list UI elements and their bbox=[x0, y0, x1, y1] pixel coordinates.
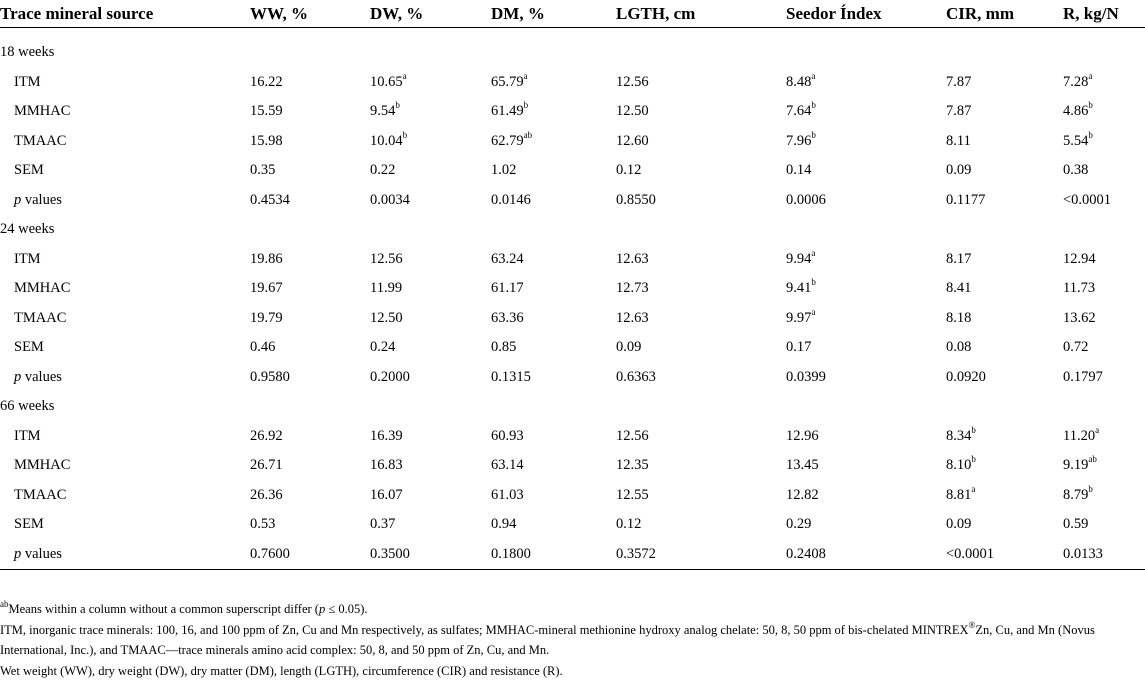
table-body bbox=[0, 28, 1145, 570]
row-label: SEM bbox=[14, 339, 44, 355]
cell-value: <0.0001 bbox=[1063, 191, 1112, 208]
cell-value: 8.41 bbox=[946, 280, 972, 296]
table-cell bbox=[1063, 540, 1145, 570]
cell-value: 61.03 bbox=[491, 486, 524, 503]
table-cell bbox=[946, 422, 1063, 452]
table-cell bbox=[1063, 127, 1145, 157]
table-cell bbox=[946, 97, 1063, 127]
row-label: ITM bbox=[14, 73, 41, 90]
cell-value: 15.98 bbox=[250, 132, 283, 149]
table-row bbox=[0, 127, 1145, 157]
table-cell bbox=[786, 451, 946, 481]
table-row bbox=[0, 304, 1145, 334]
table-cell bbox=[370, 127, 491, 157]
table-cell bbox=[370, 333, 491, 363]
cell-value: 12.56 bbox=[616, 73, 649, 90]
table-cell bbox=[370, 245, 491, 275]
significance-superscript: b bbox=[971, 454, 976, 465]
cell-value: 26.71 bbox=[250, 457, 283, 473]
cell-value: 12.82 bbox=[786, 486, 819, 503]
cell-value: 0.17 bbox=[786, 339, 812, 355]
table-cell bbox=[370, 510, 491, 540]
table-cell bbox=[1063, 422, 1145, 452]
footnote-text: ITM, inorganic trace minerals: 100, 16, and 100 ppm of Zn, Cu and Mn respectively, as sulfates; MMHAC-mineral methionine hydroxy analog chelate: 50, 8, 50 ppm of bis-chelated bbox=[0, 623, 909, 637]
significance-superscript: b bbox=[1088, 100, 1093, 111]
cell-value: 9.54 bbox=[370, 103, 396, 119]
cell-value: 0.6363 bbox=[616, 368, 656, 385]
table-cell bbox=[1063, 304, 1145, 334]
table-cell bbox=[946, 68, 1063, 98]
cell-value: 16.07 bbox=[370, 486, 403, 503]
cell-value: 0.09 bbox=[946, 516, 972, 532]
cell-value: 1.02 bbox=[491, 162, 517, 178]
cell-value: 16.39 bbox=[370, 427, 403, 444]
row-label: MMHAC bbox=[14, 280, 71, 296]
cell-value: 0.29 bbox=[786, 516, 812, 532]
table-cell bbox=[491, 481, 616, 511]
significance-superscript: a bbox=[1095, 424, 1100, 435]
table-cell bbox=[946, 156, 1063, 186]
significance-superscript: b bbox=[395, 100, 400, 111]
table-cell bbox=[946, 363, 1063, 393]
table-cell bbox=[250, 186, 370, 216]
table-cell bbox=[786, 304, 946, 334]
cell-value: 8.48 bbox=[786, 73, 812, 90]
significance-superscript: ab bbox=[523, 129, 533, 140]
significance-superscript: a bbox=[811, 247, 816, 258]
footnote-text: Means within a column without a common superscript differ ( bbox=[8, 602, 319, 616]
cell-value: 0.4534 bbox=[250, 191, 290, 208]
row-label-text: values bbox=[21, 368, 62, 385]
cell-value: 15.59 bbox=[250, 103, 283, 119]
cell-value: 7.64 bbox=[786, 103, 812, 119]
footnotes bbox=[0, 598, 1145, 682]
table-row bbox=[0, 156, 1145, 186]
cell-value: 13.45 bbox=[786, 457, 819, 473]
table-cell bbox=[786, 510, 946, 540]
table-cell bbox=[370, 363, 491, 393]
significance-superscript: b bbox=[811, 129, 816, 140]
cell-value: 12.56 bbox=[616, 427, 649, 444]
cell-value: 0.2000 bbox=[370, 368, 410, 385]
cell-value: 8.79 bbox=[1063, 486, 1089, 503]
table-cell bbox=[616, 127, 786, 157]
significance-superscript: b bbox=[402, 129, 408, 140]
table-cell bbox=[1063, 245, 1145, 275]
cell-value: 0.08 bbox=[946, 339, 972, 355]
cell-value: 0.0146 bbox=[491, 191, 531, 208]
cell-value: 0.8550 bbox=[616, 191, 656, 208]
table-cell bbox=[250, 540, 370, 570]
table-row bbox=[0, 481, 1145, 511]
row-label: TMAAC bbox=[14, 486, 67, 503]
cell-value: 11.99 bbox=[370, 280, 403, 296]
table-cell bbox=[250, 304, 370, 334]
cell-value: 0.53 bbox=[250, 516, 276, 532]
row-label: ITM bbox=[14, 427, 41, 444]
table-cell bbox=[786, 68, 946, 98]
table-cell bbox=[250, 333, 370, 363]
table-cell bbox=[370, 540, 491, 570]
significance-superscript: a bbox=[1088, 70, 1093, 81]
table-cell bbox=[250, 481, 370, 511]
cell-value: 63.14 bbox=[491, 457, 524, 473]
cell-value: 61.49 bbox=[491, 103, 524, 119]
table-cell bbox=[946, 540, 1063, 570]
group-header-row bbox=[0, 38, 1145, 68]
table-cell bbox=[786, 274, 946, 304]
cell-value: 0.94 bbox=[491, 516, 517, 532]
cell-value: 26.92 bbox=[250, 427, 283, 444]
table-cell bbox=[491, 363, 616, 393]
table-row bbox=[0, 68, 1145, 98]
table-row bbox=[0, 451, 1145, 481]
row-label: SEM bbox=[14, 516, 44, 532]
table-cell bbox=[370, 422, 491, 452]
group-header-row bbox=[0, 215, 1145, 245]
cell-value: 63.24 bbox=[491, 250, 524, 267]
spacer-row bbox=[0, 28, 1145, 39]
cell-value: 12.96 bbox=[786, 427, 819, 444]
cell-value: 12.50 bbox=[616, 103, 649, 119]
table-row bbox=[0, 363, 1145, 393]
cell-value: 8.11 bbox=[946, 132, 971, 149]
cell-value: 0.22 bbox=[370, 162, 396, 178]
cell-value: 12.55 bbox=[616, 486, 649, 503]
cell-value: 5.54 bbox=[1063, 132, 1089, 149]
significance-superscript: a bbox=[811, 70, 816, 81]
table-cell bbox=[250, 510, 370, 540]
table-cell bbox=[946, 304, 1063, 334]
table-cell bbox=[491, 451, 616, 481]
cell-value: 12.56 bbox=[370, 250, 403, 267]
cell-value: 0.7600 bbox=[250, 545, 290, 562]
registered-trademark-symbol: ® bbox=[968, 619, 976, 630]
header-seedor-index: Seedor Índex bbox=[786, 4, 882, 23]
cell-value: 0.46 bbox=[250, 339, 276, 355]
cell-value: 60.93 bbox=[491, 427, 524, 444]
footnote-text: MINTREX bbox=[911, 623, 969, 637]
table-cell bbox=[370, 481, 491, 511]
p-symbol: p bbox=[14, 368, 22, 385]
table-cell bbox=[491, 510, 616, 540]
cell-value: 19.79 bbox=[250, 309, 283, 326]
table-cell bbox=[946, 481, 1063, 511]
cell-value: 9.19 bbox=[1063, 457, 1089, 473]
table-cell bbox=[370, 304, 491, 334]
table-cell bbox=[786, 127, 946, 157]
table-cell bbox=[786, 186, 946, 216]
p-symbol: p bbox=[14, 545, 22, 562]
cell-value: 19.67 bbox=[250, 280, 283, 296]
cell-value: 0.14 bbox=[786, 162, 812, 178]
table-cell bbox=[786, 481, 946, 511]
table-cell bbox=[786, 540, 946, 570]
header-ww: WW, % bbox=[250, 4, 308, 23]
significance-superscript: b bbox=[523, 100, 529, 111]
significance-superscript: b bbox=[971, 424, 976, 435]
cell-value: 0.09 bbox=[946, 162, 972, 178]
table-cell bbox=[946, 451, 1063, 481]
table-cell bbox=[1063, 274, 1145, 304]
table-cell bbox=[946, 333, 1063, 363]
cell-value: 0.59 bbox=[1063, 516, 1089, 532]
cell-value: 26.36 bbox=[250, 486, 283, 503]
table-cell bbox=[491, 97, 616, 127]
footnote-significance bbox=[0, 598, 1145, 620]
table-cell bbox=[250, 451, 370, 481]
cell-value: 0.12 bbox=[616, 162, 642, 178]
table-cell bbox=[616, 422, 786, 452]
table-cell bbox=[1063, 186, 1145, 216]
cell-value: 0.3500 bbox=[370, 545, 410, 562]
cell-value: <0.0001 bbox=[946, 545, 995, 562]
table-cell bbox=[1063, 363, 1145, 393]
cell-value: 7.96 bbox=[786, 132, 812, 149]
table-cell bbox=[491, 304, 616, 334]
spacer-cell bbox=[0, 28, 1145, 39]
table-cell bbox=[616, 451, 786, 481]
header-r: R, kg/N bbox=[1063, 4, 1119, 23]
table-cell bbox=[786, 333, 946, 363]
table-cell bbox=[946, 510, 1063, 540]
table-cell bbox=[616, 363, 786, 393]
table-cell bbox=[616, 481, 786, 511]
cell-value: 0.24 bbox=[370, 339, 396, 355]
cell-value: 0.1797 bbox=[1063, 368, 1103, 385]
footnote-superscript: ab bbox=[0, 598, 9, 609]
table-cell bbox=[491, 186, 616, 216]
cell-value: 0.9580 bbox=[250, 368, 290, 385]
table-cell bbox=[786, 422, 946, 452]
cell-value: 12.63 bbox=[616, 309, 649, 326]
cell-value: 11.20 bbox=[1063, 427, 1096, 444]
cell-value: 4.86 bbox=[1063, 103, 1089, 119]
cell-value: 16.83 bbox=[370, 457, 403, 473]
table-cell bbox=[616, 245, 786, 275]
table-cell bbox=[786, 97, 946, 127]
table-cell bbox=[370, 68, 491, 98]
table-cell bbox=[370, 274, 491, 304]
row-label: TMAAC bbox=[14, 309, 67, 326]
cell-value: 8.81 bbox=[946, 486, 972, 503]
table-cell bbox=[250, 156, 370, 186]
cell-value: 7.87 bbox=[946, 103, 972, 119]
table-cell bbox=[616, 510, 786, 540]
cell-value: 12.73 bbox=[616, 280, 649, 296]
cell-value: 0.85 bbox=[491, 339, 517, 355]
table-cell bbox=[616, 97, 786, 127]
cell-value: 13.62 bbox=[1063, 309, 1096, 326]
row-label bbox=[0, 540, 250, 570]
cell-value: 16.22 bbox=[250, 73, 283, 90]
cell-value: 12.94 bbox=[1063, 250, 1096, 267]
significance-superscript: a bbox=[523, 70, 528, 81]
table-cell bbox=[1063, 97, 1145, 127]
row-label: SEM bbox=[14, 162, 44, 178]
table-cell bbox=[491, 156, 616, 186]
header-dm: DM, % bbox=[491, 4, 545, 23]
cell-value: 0.0399 bbox=[786, 368, 826, 385]
cell-value: 0.09 bbox=[616, 339, 642, 355]
header-row bbox=[0, 0, 1145, 28]
cell-value: 10.04 bbox=[370, 132, 403, 149]
footnote-p-symbol: p bbox=[318, 602, 326, 616]
table-cell bbox=[250, 422, 370, 452]
cell-value: 12.35 bbox=[616, 457, 649, 473]
cell-value: 0.37 bbox=[370, 516, 396, 532]
cell-value: 65.79 bbox=[491, 73, 524, 90]
table-cell bbox=[946, 274, 1063, 304]
cell-value: 0.1177 bbox=[946, 191, 986, 208]
table-cell bbox=[1063, 481, 1145, 511]
significance-superscript: b bbox=[811, 100, 816, 111]
group-label: 18 weeks bbox=[0, 44, 55, 60]
cell-value: 9.41 bbox=[786, 280, 812, 296]
cell-value: 8.17 bbox=[946, 250, 972, 267]
significance-superscript: ab bbox=[1088, 454, 1097, 465]
table-cell bbox=[616, 68, 786, 98]
cell-value: 61.17 bbox=[491, 280, 524, 296]
table-cell bbox=[491, 540, 616, 570]
cell-value: 0.72 bbox=[1063, 339, 1089, 355]
table-cell bbox=[786, 363, 946, 393]
table-cell bbox=[1063, 68, 1145, 98]
cell-value: 0.0006 bbox=[786, 191, 826, 208]
table-cell bbox=[370, 186, 491, 216]
table-cell bbox=[250, 245, 370, 275]
header-trace-mineral-source: Trace mineral source bbox=[0, 4, 154, 23]
group-header-row bbox=[0, 392, 1145, 422]
row-label bbox=[0, 186, 250, 216]
cell-value: 0.0920 bbox=[946, 368, 986, 385]
group-label: 24 weeks bbox=[0, 221, 55, 237]
table-cell bbox=[946, 186, 1063, 216]
row-label-text: values bbox=[21, 545, 62, 562]
table-row bbox=[0, 510, 1145, 540]
cell-value: 0.35 bbox=[250, 162, 276, 178]
table-cell bbox=[1063, 156, 1145, 186]
row-label bbox=[0, 363, 250, 393]
row-label: TMAAC bbox=[14, 132, 67, 149]
cell-value: 9.94 bbox=[786, 250, 812, 267]
significance-superscript: b bbox=[1088, 129, 1093, 140]
cell-value: 11.73 bbox=[1063, 280, 1096, 296]
row-label-text: values bbox=[21, 191, 62, 208]
cell-value: 0.38 bbox=[1063, 162, 1089, 178]
table-cell bbox=[491, 274, 616, 304]
table-cell bbox=[616, 333, 786, 363]
table-cell bbox=[250, 68, 370, 98]
cell-value: 19.86 bbox=[250, 250, 283, 267]
p-symbol: p bbox=[14, 191, 22, 208]
significance-superscript: b bbox=[1088, 483, 1093, 494]
cell-value: 7.28 bbox=[1063, 73, 1089, 90]
table-row bbox=[0, 540, 1145, 570]
significance-superscript: a bbox=[811, 306, 816, 317]
table-row bbox=[0, 186, 1145, 216]
cell-value: 62.79 bbox=[491, 132, 524, 149]
row-label: ITM bbox=[14, 250, 41, 267]
footnote-abbreviations bbox=[0, 620, 1145, 660]
table-cell bbox=[616, 274, 786, 304]
table-cell bbox=[491, 333, 616, 363]
cell-value: 10.65 bbox=[370, 73, 403, 90]
header-lgth: LGTH, cm bbox=[616, 4, 696, 23]
cell-value: 8.18 bbox=[946, 309, 972, 326]
table-cell bbox=[1063, 510, 1145, 540]
table-cell bbox=[616, 304, 786, 334]
table-cell bbox=[786, 245, 946, 275]
cell-value: 0.0133 bbox=[1063, 545, 1103, 562]
table-cell bbox=[491, 245, 616, 275]
group-label: 66 weeks bbox=[0, 398, 55, 414]
table-cell bbox=[1063, 333, 1145, 363]
table-cell bbox=[250, 363, 370, 393]
footnote-text: ≤ 0.05). bbox=[325, 602, 368, 616]
cell-value: 0.1315 bbox=[491, 368, 531, 385]
cell-value: 0.2408 bbox=[786, 545, 826, 562]
table-cell bbox=[250, 274, 370, 304]
cell-value: 12.60 bbox=[616, 132, 649, 149]
table-cell bbox=[370, 97, 491, 127]
table-cell bbox=[616, 540, 786, 570]
cell-value: 0.1800 bbox=[491, 545, 531, 562]
table-cell bbox=[946, 127, 1063, 157]
table-cell bbox=[491, 68, 616, 98]
table-cell bbox=[250, 97, 370, 127]
cell-value: 12.63 bbox=[616, 250, 649, 267]
table-row bbox=[0, 422, 1145, 452]
cell-value: 7.87 bbox=[946, 73, 972, 90]
table-row bbox=[0, 333, 1145, 363]
cell-value: 0.3572 bbox=[616, 545, 656, 562]
table-cell bbox=[616, 186, 786, 216]
table-cell bbox=[946, 245, 1063, 275]
table-cell bbox=[370, 156, 491, 186]
cell-value: 0.12 bbox=[616, 516, 642, 532]
table-cell bbox=[491, 127, 616, 157]
table-row bbox=[0, 274, 1145, 304]
table-cell bbox=[370, 451, 491, 481]
table-cell bbox=[1063, 451, 1145, 481]
table-cell bbox=[616, 156, 786, 186]
significance-superscript: b bbox=[811, 277, 816, 288]
cell-value: 0.0034 bbox=[370, 191, 410, 208]
cell-value: 8.34 bbox=[946, 427, 972, 444]
cell-value: 12.50 bbox=[370, 309, 403, 326]
cell-value: 63.36 bbox=[491, 309, 524, 326]
cell-value: 8.10 bbox=[946, 457, 972, 473]
row-label: MMHAC bbox=[14, 457, 71, 473]
table-cell bbox=[786, 156, 946, 186]
significance-superscript: a bbox=[402, 70, 407, 81]
row-label: MMHAC bbox=[14, 103, 71, 119]
table-cell bbox=[491, 422, 616, 452]
table-cell bbox=[250, 127, 370, 157]
header-cir: CIR, mm bbox=[946, 4, 1014, 23]
table-row bbox=[0, 97, 1145, 127]
table-row bbox=[0, 245, 1145, 275]
table-header bbox=[0, 0, 1145, 28]
cell-value: 9.97 bbox=[786, 309, 812, 326]
footnote-definitions: Wet weight (WW), dry weight (DW), dry matter (DM), length (LGTH), circumference (CIR) and resistance (R). bbox=[0, 664, 563, 678]
significance-superscript: a bbox=[971, 483, 976, 494]
header-dw: DW, % bbox=[370, 4, 424, 23]
footnote-text: Zn, Cu, and Mn (Novus International, Inc.), and TMAAC—trace minerals amino acid complex: 50, 8, and 50 ppm of Zn, Cu, and Mn. bbox=[0, 623, 1095, 657]
